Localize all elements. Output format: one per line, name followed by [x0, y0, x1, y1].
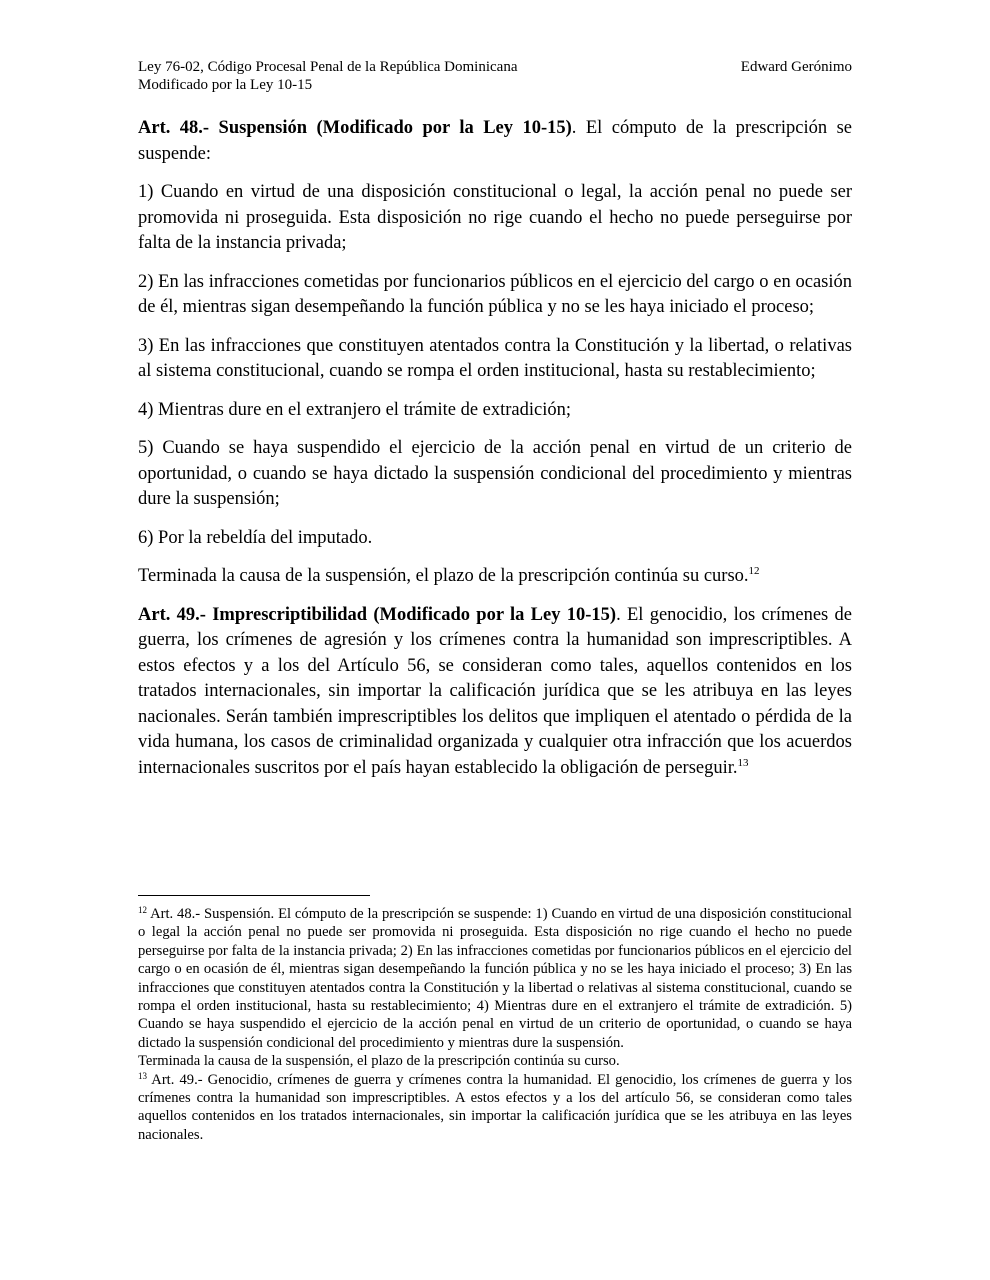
- document-body: [138, 116, 852, 781]
- header-modification: Modificado por la Ley 10-15: [138, 77, 313, 93]
- footnote-13: [138, 1071, 852, 1145]
- art48-item-1: 1) Cuando en virtud de una disposición constitucional o legal, la acción penal no puede ser promovida ni proseguida. Esta disposición no rige cuando el hecho no puede perseguirse por falta de la instancia privada;: [138, 182, 852, 253]
- footnotes: [138, 905, 852, 1144]
- footnote-ref-13[interactable]: 13: [737, 756, 749, 769]
- art48-item-6: 6) Por la rebeldía del imputado.: [138, 527, 373, 548]
- footnote-ref-12[interactable]: 12: [748, 565, 760, 577]
- art48-item-4: 4) Mientras dure en el extranjero el trámite de extradición;: [138, 399, 572, 420]
- footnote-12-number: 12: [138, 905, 147, 915]
- footnote-13-text: Art. 49.- Genocidio, crímenes de guerra y crímenes contra la humanidad. El genocidio, los crímenes de guerra y los crímenes contra la humanidad son imprescriptibles. A estos efectos y a los del artículo 56, se consideran como tales aquellos contenidos en los tratados internacionales, sin importar la calificación jurídica que se les atribuya en las leyes nacionales.: [138, 1071, 852, 1143]
- art48-item-5: 5) Cuando se haya suspendido el ejercicio de la acción penal en virtud de un criterio de oportunidad, o cuando se haya dictado la suspensión condicional del procedimiento y mientras dure la suspensión;: [138, 438, 852, 509]
- art48-closing: [138, 564, 852, 590]
- header-author: Edward Gerónimo: [740, 59, 852, 75]
- document-page: [138, 58, 852, 794]
- art48-closing-text: Terminada la causa de la suspensión, el plazo de la prescripción continúa su curso.: [138, 566, 749, 586]
- art48-item-3: 3) En las infracciones que constituyen atentados contra la Constitución y la libertad, o relativas al sistema constitucional, cuando se rompa el orden institucional, hasta su restablecimiento;: [138, 335, 852, 381]
- footnote-12-text: Art. 48.- Suspensión. El cómputo de la prescripción se suspende: 1) Cuando en virtud de una disposición constitucional o legal la acción penal no puede ser promovida ni proseguida. Esta disposición no rige cuando el hecho no puede perseguirse por falta de la instancia privada; 2) En las infracciones cometidas por funcionarios públicos en el ejercicio del cargo o en ocasión de él, mientras sigan desempeñando la función pública y no se les haya iniciado el proceso; 3) En las infracciones que constituyen atentados contra la Constitución y la libertad o relativas al sistema constitucional, cuando se rompa el orden institucional, hasta su restablecimiento; 4) Mientras dure en el extranjero el trámite de extradición. 5) Cuando se haya suspendido el ejercicio de la acción penal en virtud de un criterio de oportunidad, o cuando se haya dictado la suspensión condicional del procedimiento y mientras dure la suspensión.: [138, 906, 852, 1051]
- page-header: [138, 58, 852, 94]
- footnote-separator: [138, 895, 370, 896]
- art49-heading: Art. 49.- Imprescriptibilidad (Modificado por la Ley 10-15): [138, 604, 617, 625]
- art48-heading: Art. 48.- Suspensión (Modificado por la Ley 10-15): [138, 118, 572, 138]
- art48-item-2: 2) En las infracciones cometidas por funcionarios públicos en el ejercicio del cargo o en ocasión de él, mientras sigan desempeñando la función pública y no se les haya iniciado el proceso;: [138, 271, 852, 317]
- art49-text: . El genocidio, los crímenes de guerra, los crímenes de agresión y los crímenes contra la humanidad son imprescriptibles. A estos efectos y a los del Artículo 56, se consideran como tales, aquellos contenidos en los tratados internacionales, sin importar la calificación jurídica que se les atribuya en las leyes nacionales. Serán también imprescriptibles los delitos que impliquen el atentado o pérdida de la vida humana, los casos de criminalidad organizada y cualquier otra infracción que los acuerdos internacionales suscritos por el país hayan establecido la obligación de perseguir.: [138, 604, 852, 778]
- footnote-12-closing: Terminada la causa de la suspensión, el plazo de la prescripción continúa su curso.: [138, 1053, 620, 1070]
- header-law-title: Ley 76-02, Código Procesal Penal de la República Dominicana: [138, 59, 518, 75]
- footnote-13-number: 13: [138, 1070, 147, 1081]
- art49-paragraph: [138, 603, 852, 782]
- art48-intro-text: . El cómputo de la prescripción se suspende:: [138, 118, 852, 164]
- art48-intro: [138, 116, 852, 167]
- footnote-12: [138, 905, 852, 1052]
